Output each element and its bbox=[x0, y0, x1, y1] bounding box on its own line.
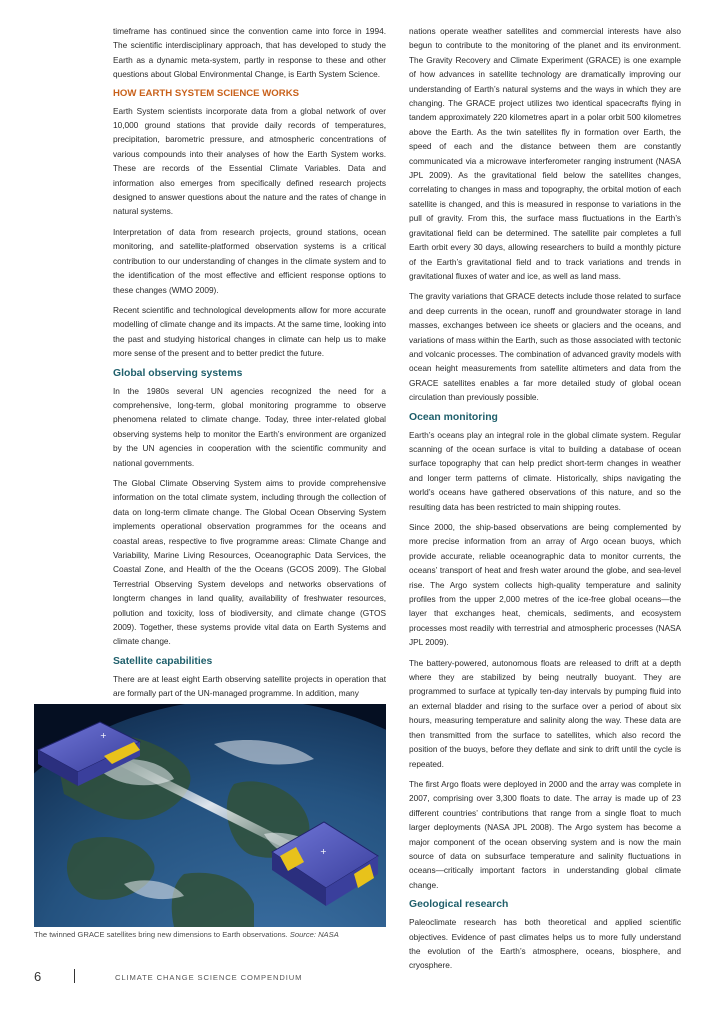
paragraph: Earth’s oceans play an integral role in the global climate system. Regular scanning of the ocean surface is vital to building a database of ocean surface topography that can help predict short-term changes in weather and longer term patterns of climate. Historically, ships navigating the world’s oceans have gathered observations of this nature, and so the resulting data has been restricted to main shipping routes. bbox=[409, 429, 681, 512]
paragraph: The gravity variations that GRACE detects include those related to surface and deep currents in the ocean, runoff and groundwater storage in land masses, exchanges between ice sheets or glaciers and the oceans, and variations of mass within the Earth, such as those associated with tectonic and volcanic processes. The combination of advanced gravity models with ocean height measurements from satellite altimeters and data from the GRACE satellites enables a far more detailed study of global ocean circulation than previously possible. bbox=[409, 291, 681, 403]
paragraph: Earth System scientists incorporate data from a global network of over 10,000 ground stations that provide daily records of temperatures, precipitation, barometric pressure, and atmospheric concentrations of various compounds into their analyses of how the Earth System works. These are records of the Essential Climate Variables. Data and information also emerges from specifically defined research projects designed to answer questions about the nature and the rates of change in natural systems. bbox=[113, 105, 386, 217]
section-heading-geological: Geological research bbox=[409, 899, 509, 911]
section-heading-global-observing: Global observing systems bbox=[113, 367, 243, 379]
paragraph: Paleoclimate research has both theoretical and applied scientific objectives. Evidence of past climates helps us to more fully understand the evolution of the Earth’s atmosphere, oceans, biosphere, and cryosphere. bbox=[409, 917, 681, 971]
svg-text:+: + bbox=[100, 731, 107, 740]
paragraph: There are at least eight Earth observing satellite projects in operation that are formally part of the UN-managed programme. In addition, many bbox=[113, 673, 386, 699]
paragraph: timeframe has continued since the convention came into force in 1994. The scientific interdisciplinary approach, that has developed to study the Earth as a dynamic meta-system, partly in response to these and other questions about Global Environmental Change, is Earth System Science. bbox=[113, 26, 386, 80]
right-column bbox=[409, 24, 681, 979]
paragraph: Recent scientific and technological developments allow for more accurate modelling of climate change and its impacts. At the same time, looking into the past and studying historical changes in climate can help us to make more sense of the present and to better predict the future. bbox=[113, 304, 386, 359]
paragraph: The Global Climate Observing System aims to provide comprehensive information on the total climate system, including through the collection of data on long-term climate change. The Global Ocean Observing System implements operational observation programmes for the oceans and coastal areas, respective to five programme areas: Climate Change and Variability, Marine Living Resources, Oceanographic Data Services, the Coastal Zone, and Health of the the Oceans (GCOS 2009). The Global Terrestrial Observing System develops and networks observations of longterm changes in land quality, availability of freshwater resources, pollution and toxicity, loss of biodiversity, and climate change (GTOS 2009). Together, these systems provide vital data on Earth Systems and climate change. bbox=[113, 477, 386, 647]
section-heading-ocean-monitoring: Ocean monitoring bbox=[409, 411, 498, 423]
paragraph: nations operate weather satellites and commercial interests have also begun to contribute to the monitoring of the planet and its environment. The Gravity Recovery and Climate Experiment (GRACE) is one example of how advances in satellite technology are dramatically improving our understanding of Earth’s natural systems and the ways in which they are changing. The GRACE project utilizes two identical spacecrafts flying in tandem approximately 220 kilometres apart in a polar orbit 500 kilometres above the Earth. As the twin satellites fly in formation over Earth, the speed of each and the distance between them are constantly communicated via a microwave interferometer ranging instrument (NASA JPL 2009). As the gravitational field below the satellites changes, correlating to changes in mass and topography, the orbital motion of each satellite is changed, and this is measured in response to variations in the pull of gravity. From this, the surface mass fluctuations in the Earth’s gravitational field can be determined. The satellite pair completes a full Earth orbit every 30 days, allowing researchers to build a monthly picture of the Earth’s gravitational field and to track variations and trends in gravitational fluxes of water and ice, as well as land mass. bbox=[409, 26, 681, 281]
publication-title: CLIMATE CHANGE SCIENCE COMPENDIUM bbox=[115, 973, 303, 982]
paragraph: The first Argo floats were deployed in 2000 and the array was complete in 2007, comprising over 3,300 floats to date. The array is made up of 23 different countries’ contributions that range from a single float to much larger deployments (NASA JPL 2008). The Argo system has become a major component of the ocean observing system and is now the main source of data on subsurface temperature and salinity fluctuations in oceans—critically important factors in understanding global climate change. bbox=[409, 778, 681, 890]
footer-divider bbox=[74, 969, 75, 983]
grace-satellites-image bbox=[34, 704, 386, 927]
section-heading-satellite: Satellite capabilities bbox=[113, 655, 213, 667]
paragraph: The battery-powered, autonomous floats are released to drift at a depth where they are stabilized by being neutrally buoyant. They are programmed to surface at typically ten-day intervals by pumping fluid into an external bladder and rising to the surface over a period of about six hours, measuring temperature and salinity along the way. These data are then transmitted from the surface to satellites, which also record the position of the buoys, before they deflate and sink to drift until the cycle is repeated. bbox=[409, 657, 681, 769]
paragraph: In the 1980s several UN agencies recognized the need for a comprehensive, long-term, global monitoring programme to observe phenomena related to climate change. Today, three inter-related global observing systems help to monitor the Earth’s environment are organized by the UN agencies in cooperation with the scientific community and national governments. bbox=[113, 385, 386, 468]
caption-source: Source: NASA bbox=[289, 930, 339, 939]
figure-caption bbox=[34, 929, 394, 941]
section-heading-earth-system-science: HOW EARTH SYSTEM SCIENCE WORKS bbox=[113, 87, 300, 99]
left-column bbox=[113, 24, 386, 707]
caption-text: The twinned GRACE satellites bring new dimensions to Earth observations. bbox=[34, 930, 288, 939]
paragraph: Since 2000, the ship-based observations are being complemented by more precise information from an array of Argo ocean buoys, which provide accurate, reliable oceanographic data to monitor currents, the oceans’ transport of heat and fresh water around the globe, and sea-level rise. The Argo system collects high-quality temperature and salinity profiles from the upper 2,000 metres of the ice-free global oceans—the layer that exchanges heat, chemicals, sediments, and ecosystem processes most readily with terrestrial and atmospheric processes (NASA JPL 2009). bbox=[409, 522, 681, 648]
svg-text:+: + bbox=[320, 847, 327, 856]
paragraph: Interpretation of data from research projects, ground stations, ocean monitoring, and satellite-platformed observation systems is a critical contribution to our understanding of changes in the climate system and to the identification of the most effective and efficient response options to these changes (WMO 2009). bbox=[113, 226, 386, 295]
page-number: 6 bbox=[34, 969, 42, 984]
